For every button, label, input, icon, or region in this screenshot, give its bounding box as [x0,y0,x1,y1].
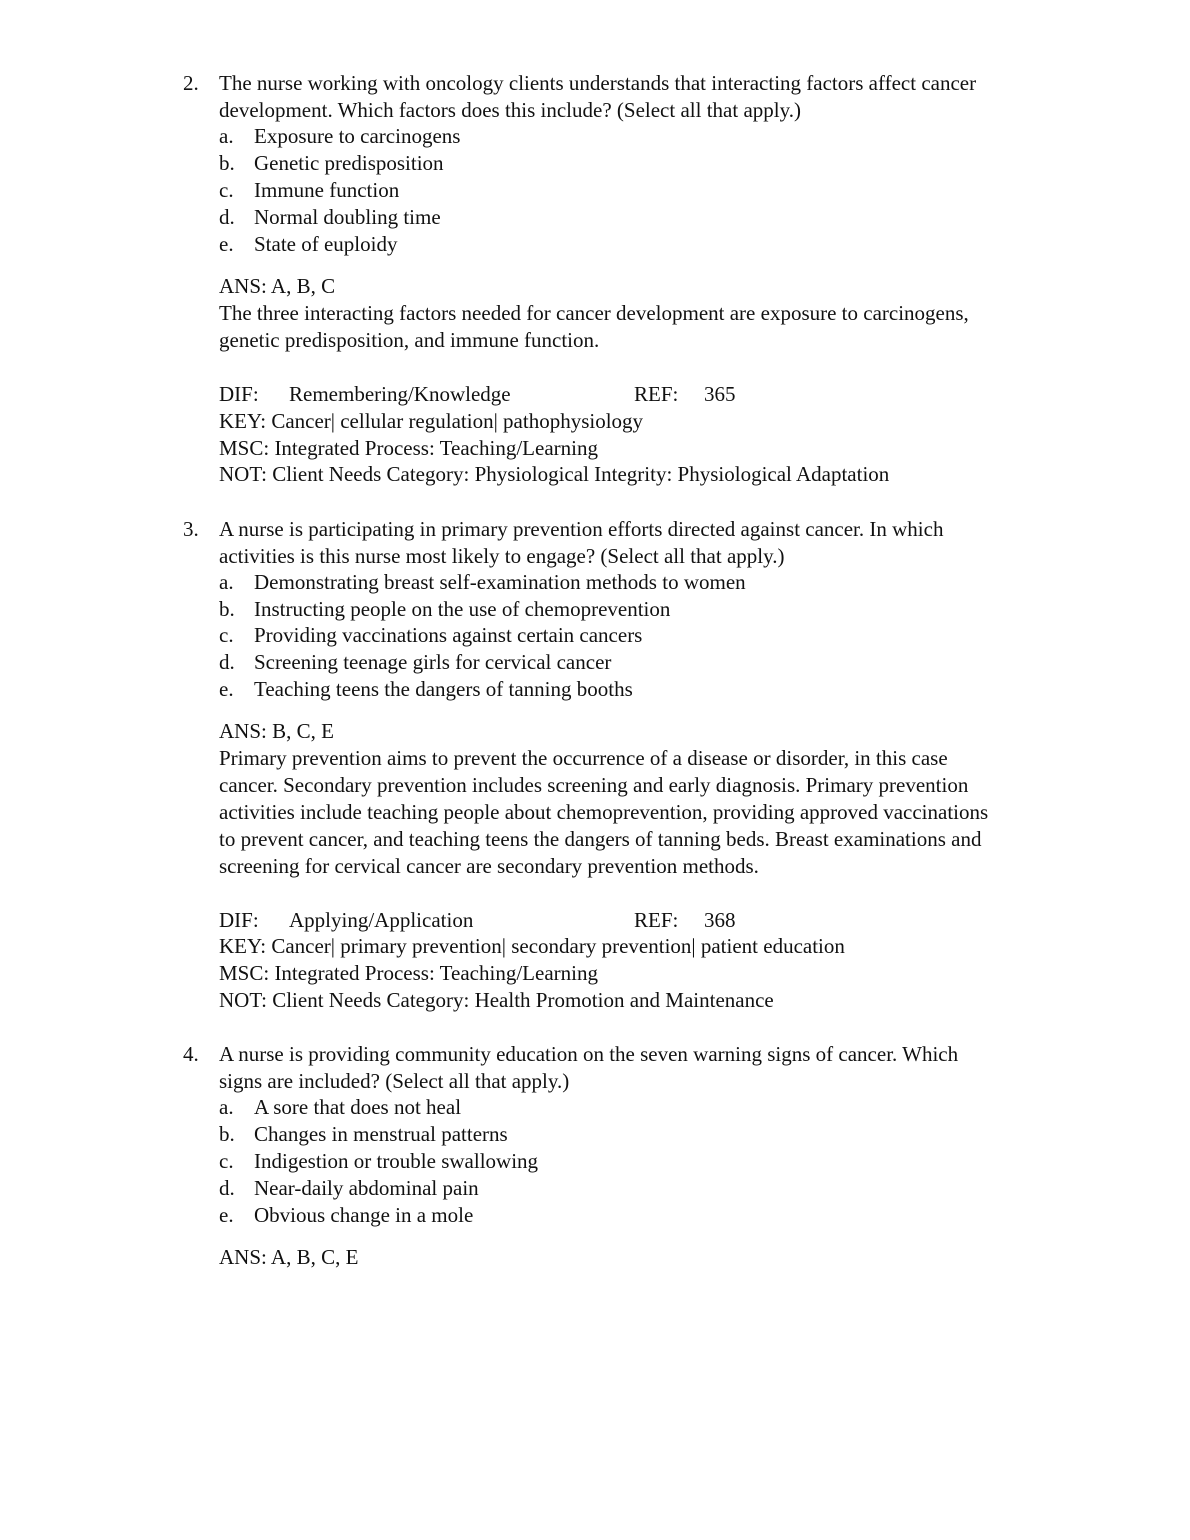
option-text: Exposure to carcinogens [254,124,461,148]
option-letter: c. [219,1149,234,1173]
option-letter: e. [219,677,234,701]
dif-value: Applying/Application [289,908,474,932]
option-letter: b. [219,1122,235,1146]
option-text: Obvious change in a mole [254,1203,474,1227]
rationale-line: The three interacting factors needed for cancer development are exposure to carcinogens, [219,301,969,325]
option-text: Demonstrating breast self-examination methods to women [254,570,746,594]
option-letter: d. [219,205,235,229]
dif-label: DIF: [219,908,259,932]
option-letter: a. [219,124,234,148]
question-stem-line: signs are included? (Select all that apply.) [219,1069,570,1093]
option-text: Teaching teens the dangers of tanning booths [254,677,633,701]
option-text: Near-daily abdominal pain [254,1176,479,1200]
option-text: Changes in menstrual patterns [254,1122,508,1146]
answer: ANS: A, B, C [219,274,336,298]
not-line: NOT: Client Needs Category: Health Promotion and Maintenance [219,988,774,1012]
option-letter: b. [219,597,235,621]
option-letter: e. [219,1203,234,1227]
ref-label: REF: [634,908,679,932]
answer: ANS: B, C, E [219,719,334,743]
option-letter: d. [219,1176,235,1200]
option-letter: d. [219,650,235,674]
option-letter: b. [219,151,235,175]
question-number: 3. [183,517,199,541]
option-letter: a. [219,1095,234,1119]
dif-value: Remembering/Knowledge [289,382,511,406]
question-stem-line: activities is this nurse most likely to engage? (Select all that apply.) [219,544,785,568]
dif-label: DIF: [219,382,259,406]
question-stem-line: The nurse working with oncology clients understands that interacting factors affect cancer [219,71,977,95]
option-text: Immune function [254,178,400,202]
question-number: 4. [183,1042,199,1066]
rationale-line: genetic predisposition, and immune function. [219,328,600,352]
msc-line: MSC: Integrated Process: Teaching/Learning [219,961,598,985]
question-stem-line: development. Which factors does this include? (Select all that apply.) [219,98,801,122]
key-line: KEY: Cancer| cellular regulation| pathophysiology [219,409,644,433]
option-text: A sore that does not heal [254,1095,462,1119]
option-letter: e. [219,232,234,256]
question-stem-line: A nurse is providing community education on the seven warning signs of cancer. Which [219,1042,959,1066]
ref-label: REF: [634,382,679,406]
option-letter: c. [219,178,234,202]
not-line: NOT: Client Needs Category: Physiological Integrity: Physiological Adaptation [219,462,890,486]
ref-value: 368 [704,908,736,932]
option-text: Screening teenage girls for cervical cancer [254,650,612,674]
ref-value: 365 [704,382,736,406]
key-line: KEY: Cancer| primary prevention| secondary prevention| patient education [219,934,845,958]
option-text: Instructing people on the use of chemoprevention [254,597,671,621]
rationale-line: to prevent cancer, and teaching teens the dangers of tanning beds. Breast examinations and [219,827,982,851]
answer: ANS: A, B, C, E [219,1245,359,1269]
option-text: State of euploidy [254,232,398,256]
rationale-line: activities include teaching people about chemoprevention, providing approved vaccinations [219,800,989,824]
option-text: Normal doubling time [254,205,441,229]
question-number: 2. [183,71,199,95]
option-text: Genetic predisposition [254,151,444,175]
option-text: Providing vaccinations against certain cancers [254,623,643,647]
rationale-line: Primary prevention aims to prevent the occurrence of a disease or disorder, in this case [219,746,948,770]
rationale-line: screening for cervical cancer are secondary prevention methods. [219,854,759,878]
question-stem-line: A nurse is participating in primary prevention efforts directed against cancer. In which [219,517,944,541]
option-text: Indigestion or trouble swallowing [254,1149,539,1173]
option-letter: c. [219,623,234,647]
option-letter: a. [219,570,234,594]
rationale-line: cancer. Secondary prevention includes screening and early diagnosis. Primary prevention [219,773,969,797]
msc-line: MSC: Integrated Process: Teaching/Learning [219,436,598,460]
